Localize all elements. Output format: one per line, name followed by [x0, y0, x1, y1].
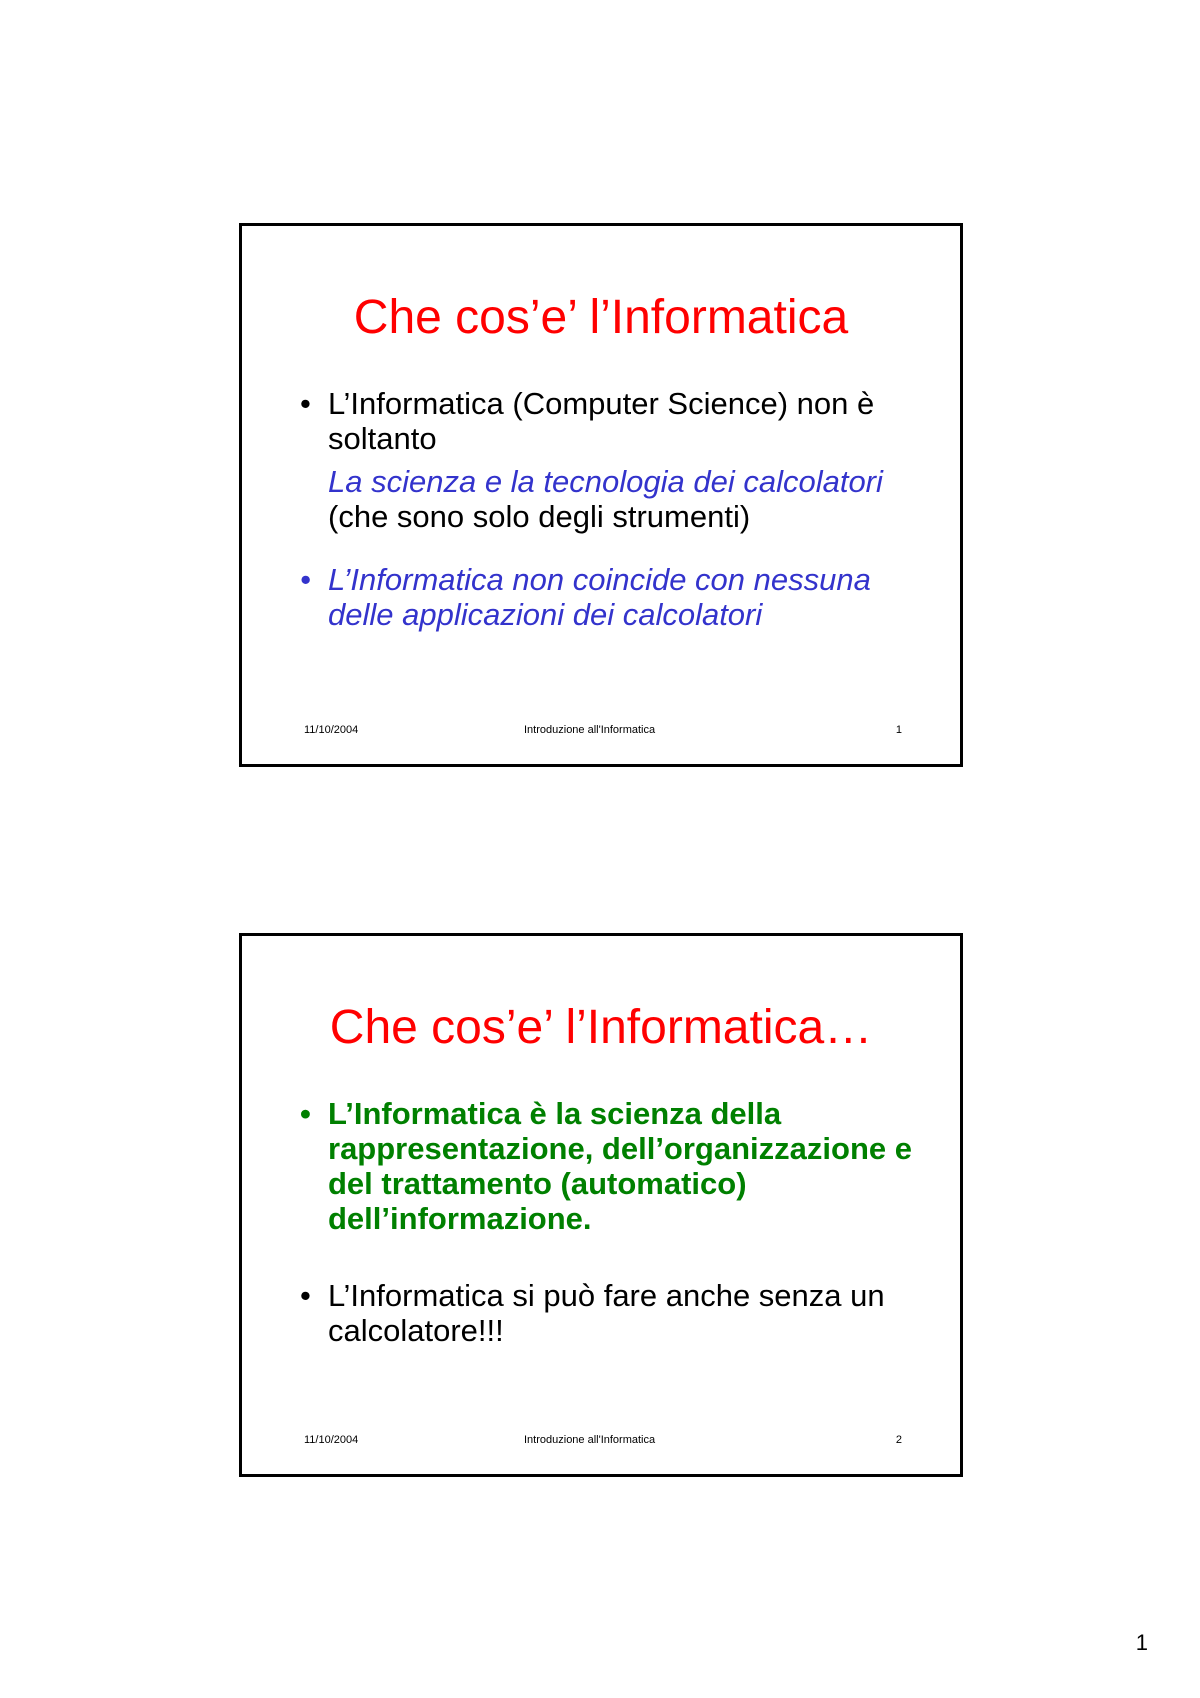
sub-paragraph-text: (che sono solo degli strumenti) [328, 499, 751, 534]
slide-footer [304, 722, 902, 738]
slide-title: Che cos’e’ l’Informatica [353, 291, 849, 344]
bullet-mark: • [300, 562, 311, 597]
slide-number: 1 [895, 724, 902, 736]
slide-footer [304, 1432, 902, 1448]
bullet-item [300, 1278, 920, 1348]
bullet-text: L’Informatica non coincide con nessuna delle applicazioni dei calcolatori [328, 562, 871, 632]
footer-course-title: Introduzione all'Informatica [524, 1434, 656, 1446]
slide-body [300, 1096, 920, 1348]
bullet-text: L’Informatica è la scienza della rappresentazione, dell’organizzazione e del trattamento (automatico) dell’informazione. [328, 1096, 912, 1236]
bullet-text: L’Informatica si può fare anche senza un calcolatore!!! [328, 1278, 885, 1348]
bullet-mark: • [300, 386, 311, 421]
bullet-item [300, 562, 920, 632]
bullet-item [300, 386, 920, 456]
bullet-mark: • [300, 1096, 311, 1131]
slide-2 [239, 933, 963, 1477]
footer-date: 11/10/2004 [304, 1434, 359, 1446]
slide-number: 2 [895, 1434, 902, 1446]
footer-date: 11/10/2004 [304, 724, 359, 736]
bullet-item [300, 1096, 920, 1236]
page-number: 1 [1135, 1630, 1148, 1655]
footer-course-title: Introduzione all'Informatica [524, 724, 656, 736]
emphasis-text: La scienza e la tecnologia dei calcolatori [328, 464, 883, 499]
slide-body [300, 386, 920, 632]
bullet-mark: • [300, 1278, 311, 1313]
sub-paragraph [300, 464, 920, 534]
slide-1 [239, 223, 963, 767]
slide-title: Che cos’e’ l’Informatica… [329, 1001, 873, 1054]
bullet-text: L’Informatica (Computer Science) non è soltanto [328, 386, 875, 456]
